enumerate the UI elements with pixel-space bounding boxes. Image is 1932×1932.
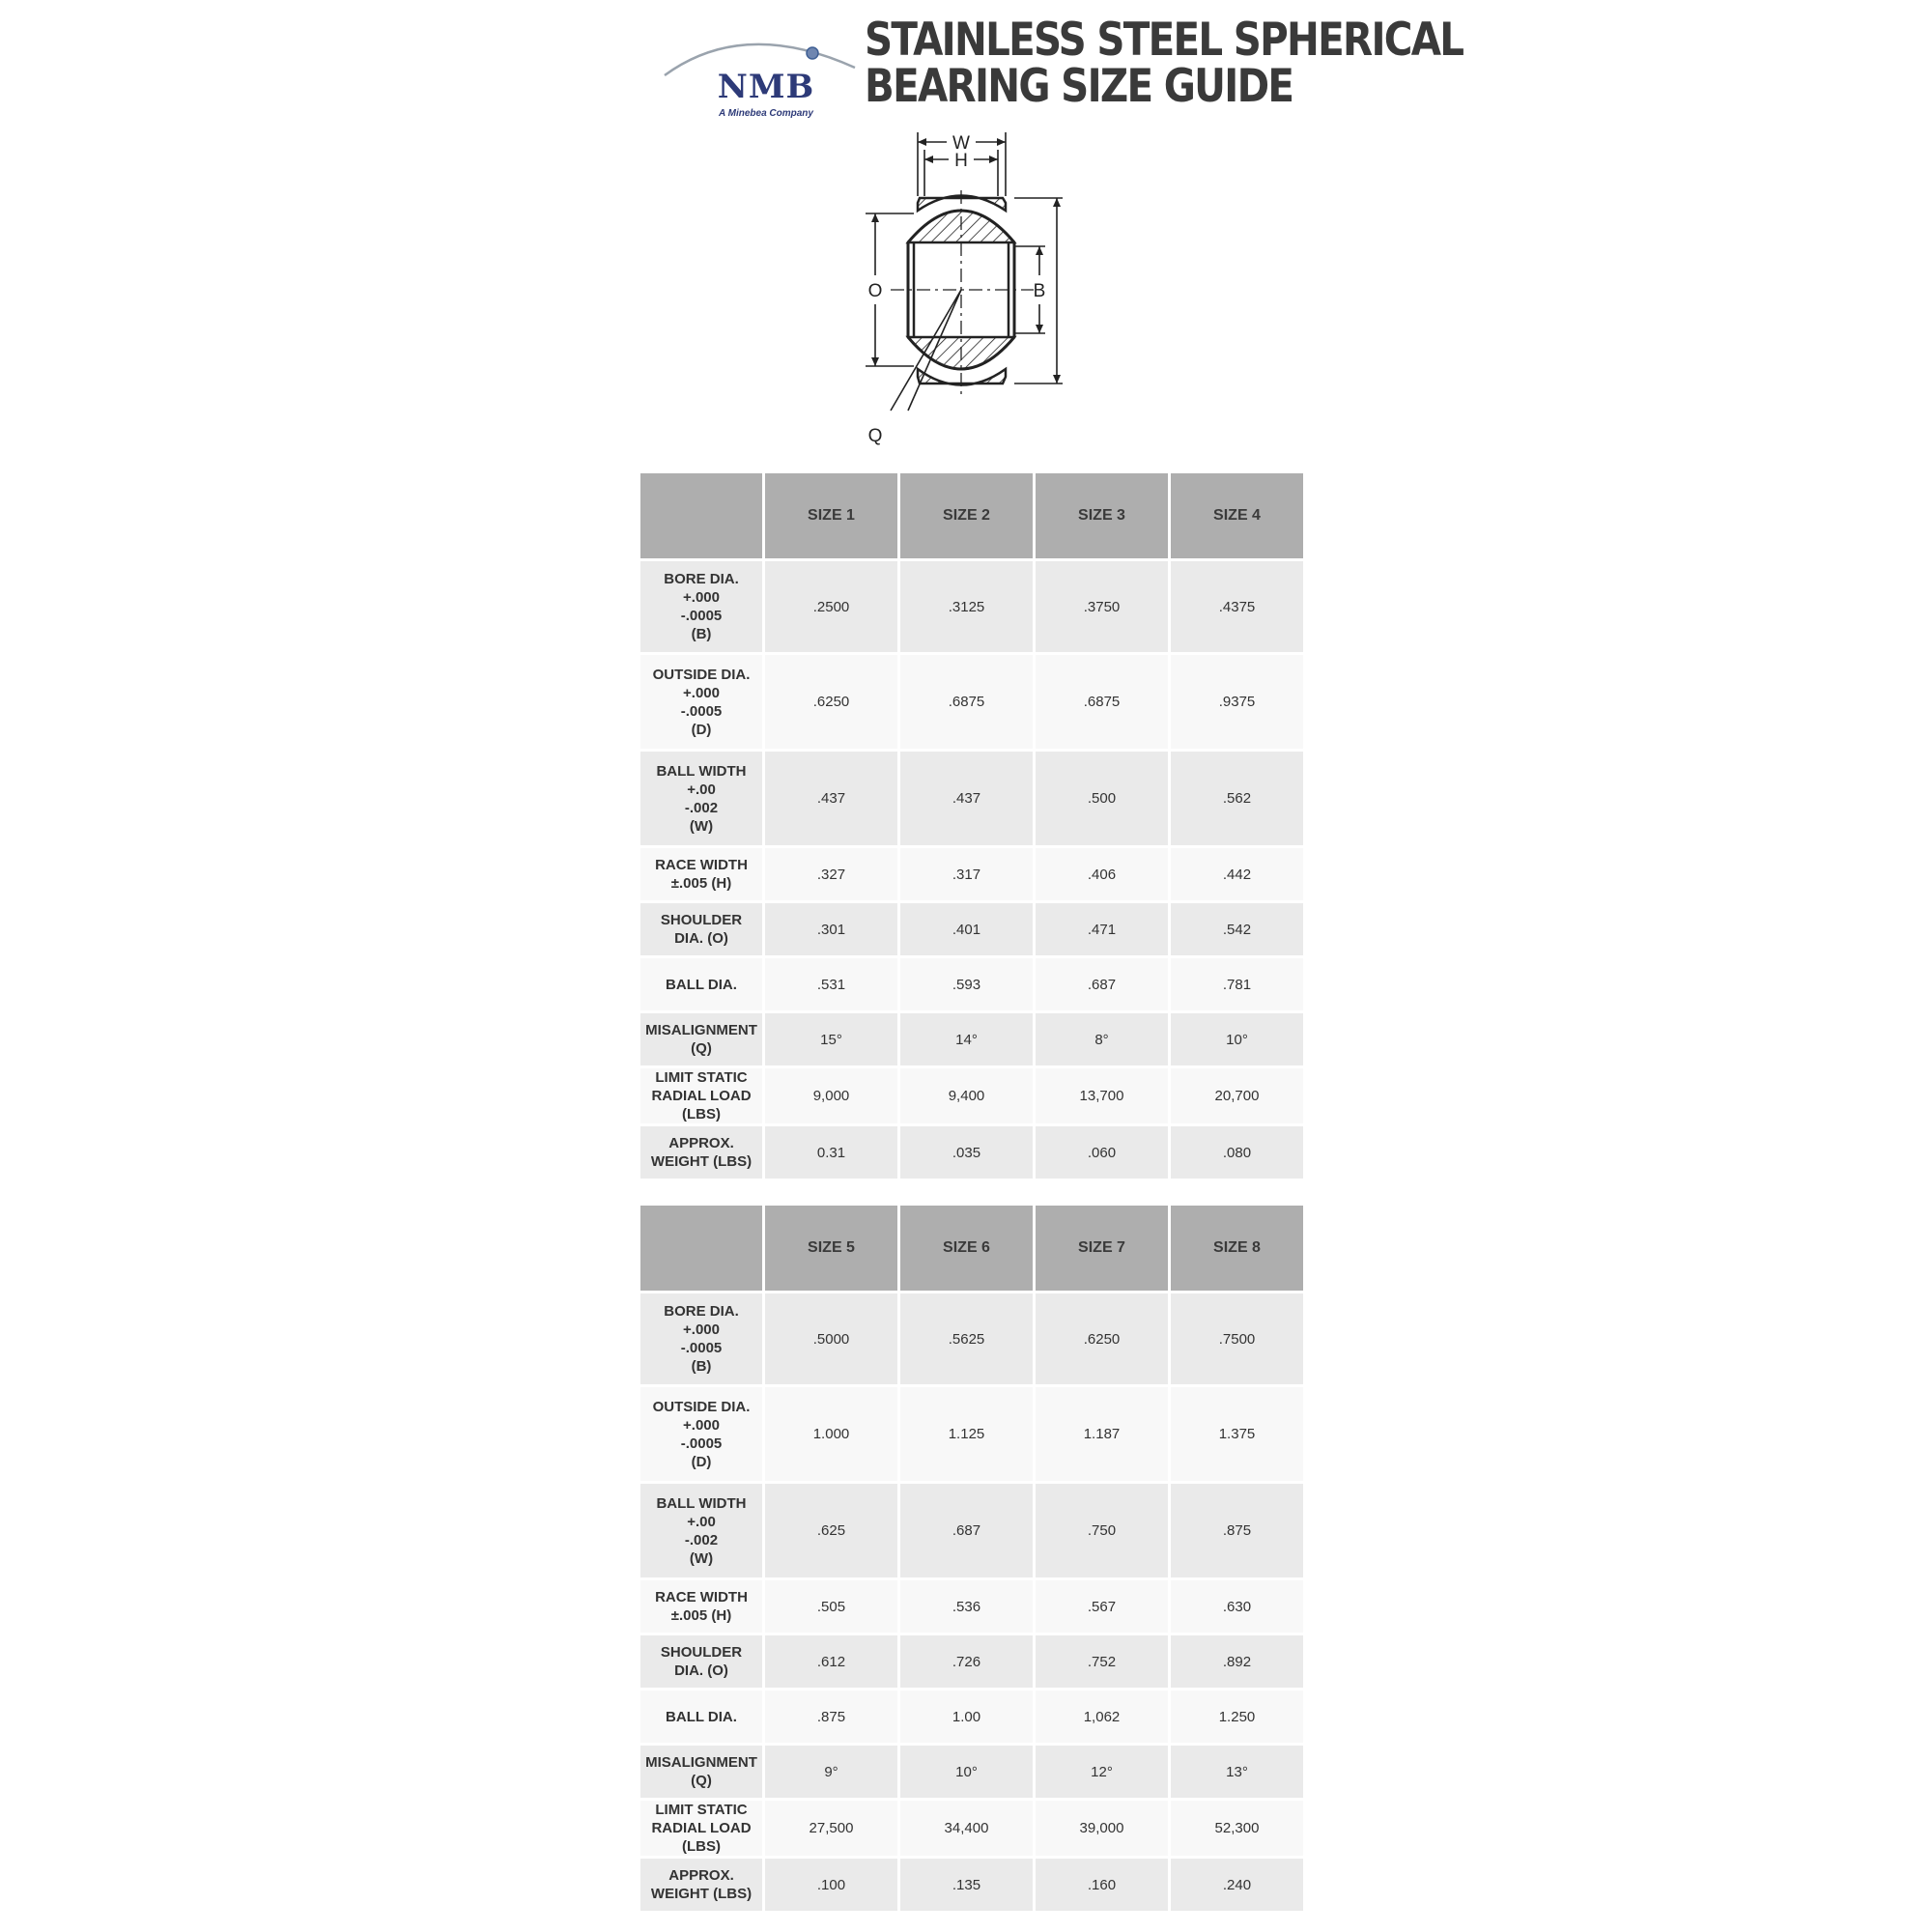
row-label: OUTSIDE DIA. +.000 -.0005 (D) bbox=[640, 1387, 762, 1481]
nmb-logo bbox=[657, 27, 869, 124]
header-size-4: SIZE 4 bbox=[1171, 473, 1303, 558]
table-cell: .100 bbox=[765, 1859, 897, 1911]
table-cell: .625 bbox=[765, 1484, 897, 1577]
size-table-1 bbox=[638, 470, 1306, 1181]
logo-brand: NMB bbox=[717, 68, 815, 106]
table-cell: .471 bbox=[1036, 903, 1168, 955]
row-label: APPROX. WEIGHT (LBS) bbox=[640, 1859, 762, 1911]
table-cell: 1.375 bbox=[1171, 1387, 1303, 1481]
row-label: OUTSIDE DIA. +.000 -.0005 (D) bbox=[640, 655, 762, 749]
row-label: BALL WIDTH +.00 -.002 (W) bbox=[640, 752, 762, 845]
header-size-8: SIZE 8 bbox=[1171, 1206, 1303, 1291]
table-cell: .875 bbox=[765, 1690, 897, 1743]
table-cell: .531 bbox=[765, 958, 897, 1010]
table-cell: 1.187 bbox=[1036, 1387, 1168, 1481]
row-label: BORE DIA. +.000 -.0005 (B) bbox=[640, 1293, 762, 1384]
page-header bbox=[657, 14, 1463, 119]
table-cell: .6875 bbox=[1036, 655, 1168, 749]
table-cell: 1.250 bbox=[1171, 1690, 1303, 1743]
table-row bbox=[640, 1580, 1303, 1633]
table-cell: .437 bbox=[765, 752, 897, 845]
table-cell: .875 bbox=[1171, 1484, 1303, 1577]
size-table-2 bbox=[638, 1203, 1306, 1914]
table-cell: .327 bbox=[765, 848, 897, 900]
table-cell: 39,000 bbox=[1036, 1801, 1168, 1856]
table-cell: .5625 bbox=[900, 1293, 1033, 1384]
table-cell: 0.31 bbox=[765, 1126, 897, 1179]
table-cell: 12° bbox=[1036, 1746, 1168, 1798]
label-h: H bbox=[954, 151, 968, 171]
table-row bbox=[640, 1801, 1303, 1856]
table-row bbox=[640, 1859, 1303, 1911]
table-cell: .080 bbox=[1171, 1126, 1303, 1179]
table-cell: 34,400 bbox=[900, 1801, 1033, 1856]
row-label: LIMIT STATIC RADIAL LOAD (LBS) bbox=[640, 1801, 762, 1856]
table-cell: .437 bbox=[900, 752, 1033, 845]
table-cell: .3125 bbox=[900, 561, 1033, 652]
logo-orb-icon bbox=[807, 47, 818, 59]
row-label: BALL DIA. bbox=[640, 958, 762, 1010]
row-label: LIMIT STATIC RADIAL LOAD (LBS) bbox=[640, 1068, 762, 1123]
table-cell: .630 bbox=[1171, 1580, 1303, 1633]
table-cell: .750 bbox=[1036, 1484, 1168, 1577]
row-label: RACE WIDTH ±.005 (H) bbox=[640, 848, 762, 900]
table-cell: 27,500 bbox=[765, 1801, 897, 1856]
page-title bbox=[865, 14, 1463, 113]
logo-tagline: A Minebea Company bbox=[719, 108, 813, 119]
table-cell: .317 bbox=[900, 848, 1033, 900]
table-row bbox=[640, 1387, 1303, 1481]
table-cell: 20,700 bbox=[1171, 1068, 1303, 1123]
header-size-2: SIZE 2 bbox=[900, 473, 1033, 558]
row-label: MISALIGNMENT (Q) bbox=[640, 1746, 762, 1798]
table-row bbox=[640, 655, 1303, 749]
table-cell: .542 bbox=[1171, 903, 1303, 955]
table-row bbox=[640, 1690, 1303, 1743]
label-b: B bbox=[1033, 281, 1046, 301]
table-cell: .687 bbox=[900, 1484, 1033, 1577]
table-cell: .4375 bbox=[1171, 561, 1303, 652]
table-cell: .2500 bbox=[765, 561, 897, 652]
table-cell: 14° bbox=[900, 1013, 1033, 1065]
table-cell: .726 bbox=[900, 1635, 1033, 1688]
table-cell: .752 bbox=[1036, 1635, 1168, 1688]
table-cell: 1.125 bbox=[900, 1387, 1033, 1481]
table-cell: .6250 bbox=[1036, 1293, 1168, 1384]
table-row bbox=[640, 1293, 1303, 1384]
header-size-6: SIZE 6 bbox=[900, 1206, 1033, 1291]
table-cell: 15° bbox=[765, 1013, 897, 1065]
bearing-diagram bbox=[831, 121, 1121, 459]
table-cell: 10° bbox=[900, 1746, 1033, 1798]
table-cell: 9° bbox=[765, 1746, 897, 1798]
table-cell: .3750 bbox=[1036, 561, 1168, 652]
table-row bbox=[640, 848, 1303, 900]
row-label: APPROX. WEIGHT (LBS) bbox=[640, 1126, 762, 1179]
row-label: BALL WIDTH +.00 -.002 (W) bbox=[640, 1484, 762, 1577]
table-cell: .7500 bbox=[1171, 1293, 1303, 1384]
table-cell: .442 bbox=[1171, 848, 1303, 900]
table-cell: .401 bbox=[900, 903, 1033, 955]
table-cell: .240 bbox=[1171, 1859, 1303, 1911]
title-line-2: BEARING SIZE GUIDE bbox=[865, 60, 1293, 113]
row-label: RACE WIDTH ±.005 (H) bbox=[640, 1580, 762, 1633]
table-cell: .781 bbox=[1171, 958, 1303, 1010]
table-row bbox=[640, 752, 1303, 845]
table-cell: .5000 bbox=[765, 1293, 897, 1384]
table-row bbox=[640, 1013, 1303, 1065]
table-cell: .593 bbox=[900, 958, 1033, 1010]
table-cell: 52,300 bbox=[1171, 1801, 1303, 1856]
table-cell: .135 bbox=[900, 1859, 1033, 1911]
table-cell: 8° bbox=[1036, 1013, 1168, 1065]
table-cell: .6250 bbox=[765, 655, 897, 749]
row-label: BORE DIA. +.000 -.0005 (B) bbox=[640, 561, 762, 652]
table-cell: .035 bbox=[900, 1126, 1033, 1179]
header-size-7: SIZE 7 bbox=[1036, 1206, 1168, 1291]
table-cell: .687 bbox=[1036, 958, 1168, 1010]
table-cell: .505 bbox=[765, 1580, 897, 1633]
table-row bbox=[640, 1746, 1303, 1798]
table-row bbox=[640, 561, 1303, 652]
row-label: MISALIGNMENT (Q) bbox=[640, 1013, 762, 1065]
label-o: O bbox=[867, 281, 883, 301]
table-cell: .060 bbox=[1036, 1126, 1168, 1179]
table-cell: .406 bbox=[1036, 848, 1168, 900]
table-row bbox=[640, 1484, 1303, 1577]
table-header-row bbox=[640, 473, 1303, 558]
table-cell: .6875 bbox=[900, 655, 1033, 749]
header-size-3: SIZE 3 bbox=[1036, 473, 1168, 558]
row-label: SHOULDER DIA. (O) bbox=[640, 1635, 762, 1688]
label-w: W bbox=[952, 133, 970, 154]
table-row bbox=[640, 1126, 1303, 1179]
table-row bbox=[640, 903, 1303, 955]
header-corner bbox=[640, 473, 762, 558]
table-cell: 10° bbox=[1171, 1013, 1303, 1065]
table-cell: 9,400 bbox=[900, 1068, 1033, 1123]
header-corner bbox=[640, 1206, 762, 1291]
table-row bbox=[640, 1635, 1303, 1688]
table-cell: 9,000 bbox=[765, 1068, 897, 1123]
table-cell: .9375 bbox=[1171, 655, 1303, 749]
title-line-1: STAINLESS STEEL SPHERICAL bbox=[865, 14, 1463, 67]
label-q: Q bbox=[867, 426, 883, 446]
table-cell: .567 bbox=[1036, 1580, 1168, 1633]
table-cell: .500 bbox=[1036, 752, 1168, 845]
table-cell: .160 bbox=[1036, 1859, 1168, 1911]
table-row bbox=[640, 1068, 1303, 1123]
table-cell: .562 bbox=[1171, 752, 1303, 845]
table-cell: .301 bbox=[765, 903, 897, 955]
table-cell: .892 bbox=[1171, 1635, 1303, 1688]
table-cell: 1.00 bbox=[900, 1690, 1033, 1743]
header-size-1: SIZE 1 bbox=[765, 473, 897, 558]
table-row bbox=[640, 958, 1303, 1010]
header-size-5: SIZE 5 bbox=[765, 1206, 897, 1291]
table-cell: 13° bbox=[1171, 1746, 1303, 1798]
table-cell: 1,062 bbox=[1036, 1690, 1168, 1743]
table-cell: 13,700 bbox=[1036, 1068, 1168, 1123]
table-header-row bbox=[640, 1206, 1303, 1291]
table-cell: .536 bbox=[900, 1580, 1033, 1633]
table-cell: 1.000 bbox=[765, 1387, 897, 1481]
row-label: BALL DIA. bbox=[640, 1690, 762, 1743]
row-label: SHOULDER DIA. (O) bbox=[640, 903, 762, 955]
table-cell: .612 bbox=[765, 1635, 897, 1688]
